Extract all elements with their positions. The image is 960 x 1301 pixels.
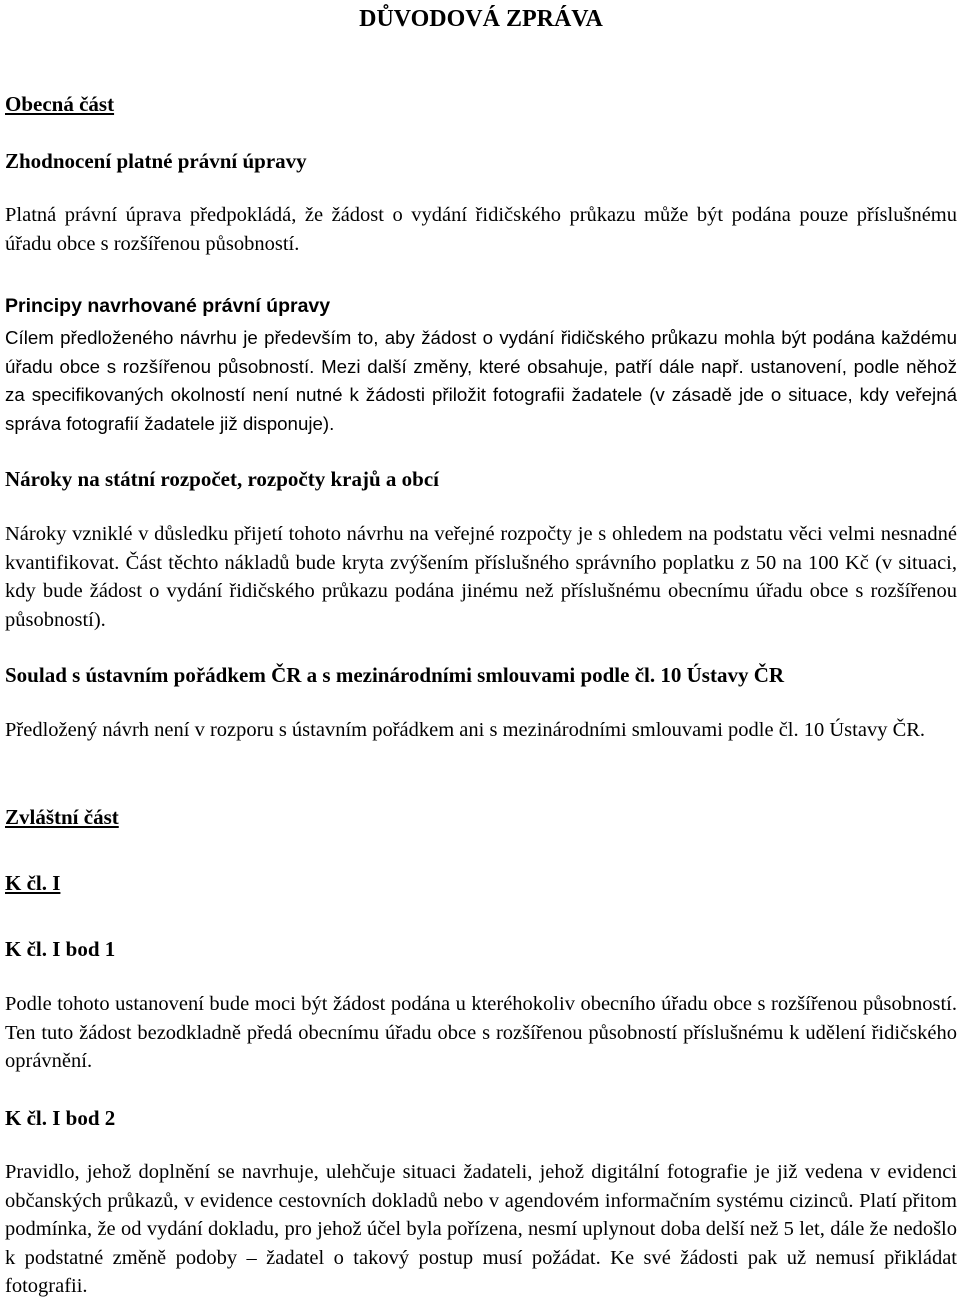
heading-article-1-point-1: K čl. I bod 1 xyxy=(5,937,116,961)
heading-constitution: Soulad s ústavním pořádkem ČR a s mezinárodními smlouvami podle čl. 10 Ústavy ČR xyxy=(5,663,785,687)
section-heading-general-part: Obecná část xyxy=(5,92,115,116)
heading-budget: Nároky na státní rozpočet, rozpočty krajů a obcí xyxy=(5,467,439,491)
document-title: DŮVODOVÁ ZPRÁVA xyxy=(359,6,603,32)
paragraph-article-1-point-2: Pravidlo, jehož doplnění se navrhuje, ulehčuje situaci žadateli, jehož digitální fotografie je již vedena v evidenci občanských průkazů, v evidence cestovních dokladů nebo v agendovém informačním systému cizinců. Platí přitom podmínka, že od vydání dokladu, pro jehož účel byla pořízena, nesmí uplynout doba delší než 5 let, dále že nedošlo k podstatné změně podoby – žadatel o takový postup musí požádat. Ke své žádosti pak už nemusí přikládat fotografii. xyxy=(5,1161,957,1297)
heading-article-1-point-2: K čl. I bod 2 xyxy=(5,1106,116,1130)
document-page xyxy=(5,0,957,1300)
heading-principles: Principy navrhované právní úpravy xyxy=(5,295,331,317)
heading-article-1: K čl. I xyxy=(5,871,61,895)
paragraph-principles: Cílem předloženého návrhu je především to, aby žádost o vydání řidičského průkazu mohla být podána každému úřadu obce s rozšířenou působností. Mezi další změny, které obsahuje, patří dále např. ustanovení, podle něhož za specifikovaných okolností není nutné k žádosti přiložit fotografii žadatele (v zásadě jde o situace, kdy veřejná správa fotografií žadatele již disponuje). xyxy=(5,327,957,434)
heading-evaluation: Zhodnocení platné právní úpravy xyxy=(5,149,307,173)
section-heading-special-part: Zvláštní část xyxy=(5,805,119,829)
paragraph-constitution: Předložený návrh není v rozporu s ústavním pořádkem ani s mezinárodními smlouvami podle čl. 10 Ústavy ČR. xyxy=(5,719,926,741)
paragraph-budget: Nároky vzniklé v důsledku přijetí tohoto návrhu na veřejné rozpočty je s ohledem na podstatu věci velmi nesnadné kvantifikovat. Část těchto nákladů bude kryta zvýšením příslušného správního poplatku z 50 na 100 Kč (v situaci, kdy bude žádost o vydání řidičského průkazu podána jinému než příslušnému obecnímu úřadu obce s rozšířenou působností). xyxy=(5,523,957,631)
paragraph-evaluation: Platná právní úprava předpokládá, že žádost o vydání řidičského průkazu může být podána pouze příslušnému úřadu obce s rozšířenou působností. xyxy=(5,204,957,255)
paragraph-article-1-point-1: Podle tohoto ustanovení bude moci být žádost podána u kteréhokoliv obecního úřadu obce s rozšířenou působností. Ten tuto žádost bezodkladně předá obecnímu úřadu obce s rozšířenou působností příslušnému k udělení řidičského oprávnění. xyxy=(5,993,957,1072)
